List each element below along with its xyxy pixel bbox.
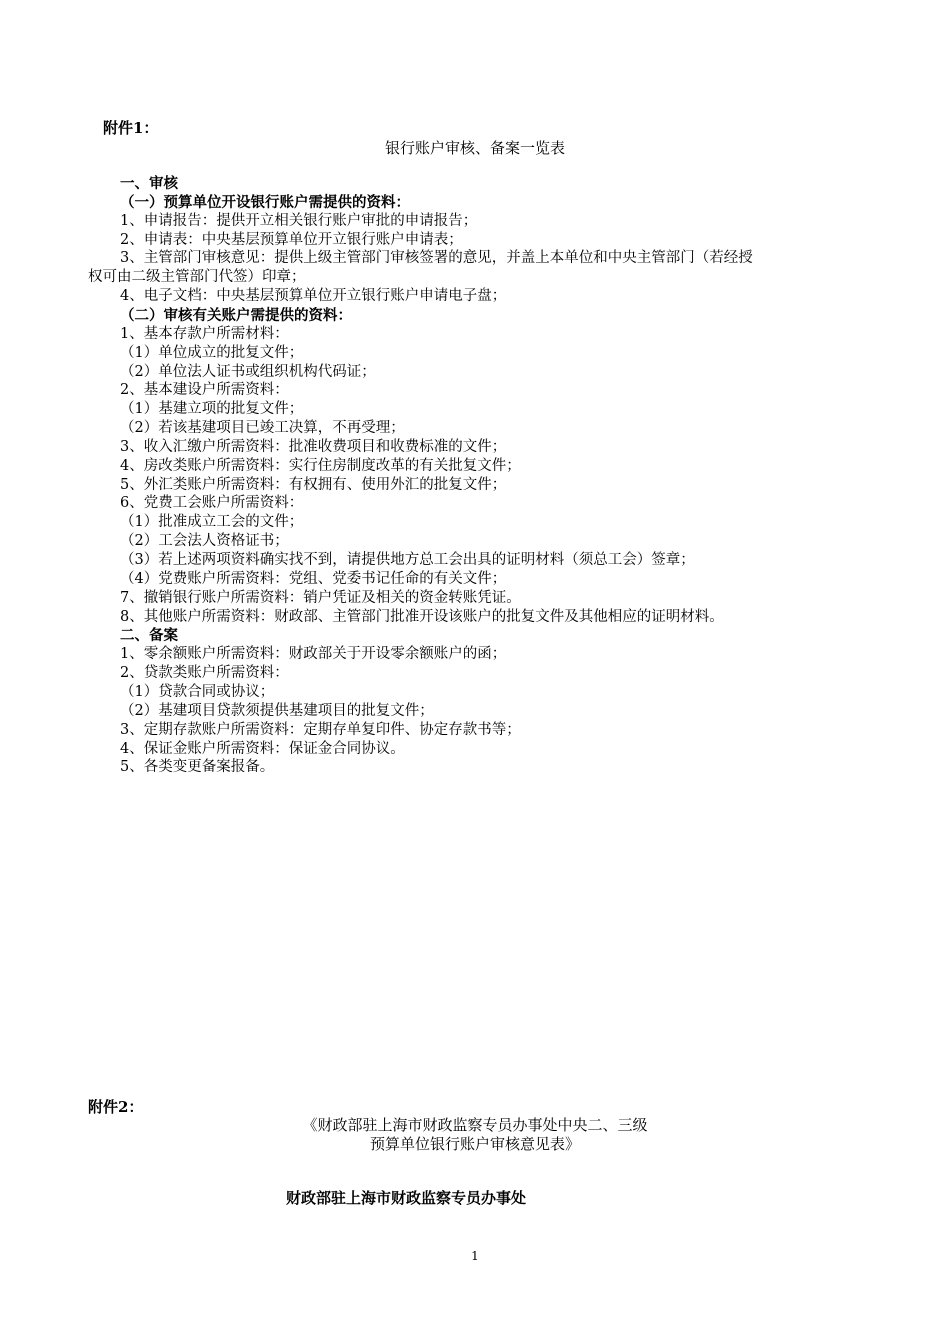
content-line: 3、收入汇缴户所需资料：批准收费项目和收费标准的文件； <box>120 438 507 455</box>
section-heading: （一）预算单位开设银行账户需提供的资料： <box>120 193 410 211</box>
content-line: 5、外汇类账户所需资料：有权拥有、使用外汇的批复文件； <box>120 476 507 493</box>
content-line: （1）批准成立工会的文件； <box>120 514 304 531</box>
attachment-2-title-line-2: 预算单位银行账户审核意见表》 <box>369 1135 580 1153</box>
content-line: （2）工会法人资格证书； <box>120 533 289 550</box>
content-line: （3）若上述两项资料确实找不到，请提供地方总工会出具的证明材料（须总工会）签章； <box>120 552 695 568</box>
attachment-2-label: 附件2： <box>88 1098 144 1116</box>
office-name: 财政部驻上海市财政监察专员办事处 <box>286 1189 527 1207</box>
content-line: 3、定期存款账户所需资料：定期存单复印件、协定存款书等； <box>120 721 521 738</box>
content-line: 1、零余额账户所需资料：财政部关于开设零余额账户的函； <box>120 646 507 663</box>
content-line: （2）单位法人证书或组织机构代码证； <box>120 363 376 380</box>
content-line: 2、基本建设户所需资料： <box>120 382 289 399</box>
content-line: 4、房改类账户所需资料：实行住房制度改革的有关批复文件； <box>120 457 521 474</box>
attachment-2-title-line-1: 《财政部驻上海市财政监察专员办事处中央二、三级 <box>302 1116 648 1134</box>
section-heading: （二）审核有关账户需提供的资料： <box>120 306 352 324</box>
content-line: 1、基本存款户所需材料： <box>120 325 289 342</box>
content-line: 1、申请报告：提供开立相关银行账户审批的申请报告； <box>120 212 478 229</box>
section-heading: 二、备案 <box>120 627 178 645</box>
content-line: （4）党费账户所需资料：党组、党委书记任命的有关文件； <box>120 570 507 587</box>
content-line: 2、申请表：中央基层预算单位开立银行账户申请表； <box>120 231 463 248</box>
content-line: （2）若该基建项目已竣工决算，不再受理； <box>120 420 405 437</box>
content-line: 3、主管部门审核意见：提供上级主管部门审核签署的意见，并盖上本单位和中央主管部门（若经授 <box>120 250 753 267</box>
content-line: 2、贷款类账户所需资料： <box>120 665 289 682</box>
content-line: （2）基建项目贷款须提供基建项目的批复文件； <box>120 702 434 719</box>
content-line: 7、撤销银行账户所需资料：销户凭证及相关的资金转账凭证。 <box>120 589 521 606</box>
content-line: 8、其他账户所需资料：财政部、主管部门批准开设该账户的批复文件及其他相应的证明材料。 <box>120 608 724 625</box>
content-line: （1）贷款合同或协议； <box>120 683 275 700</box>
content-line: 4、保证金账户所需资料：保证金合同协议。 <box>120 740 405 757</box>
content-line: 4、电子文档：中央基层预算单位开立银行账户申请电子盘； <box>120 288 507 305</box>
page-number: 1 <box>471 1249 479 1263</box>
content-line: （1）基建立项的批复文件； <box>120 401 304 418</box>
section-heading: 一、审核 <box>120 175 178 192</box>
content-line: 权可由二级主管部门代签）印章； <box>88 269 306 286</box>
content-line: 6、党费工会账户所需资料： <box>120 495 304 512</box>
attachment-1-label: 附件1： <box>103 119 159 137</box>
content-line: （1）单位成立的批复文件； <box>120 344 304 361</box>
attachment-1-title: 银行账户审核、备案一览表 <box>384 139 565 157</box>
content-line: 5、各类变更备案报备。 <box>120 759 275 776</box>
